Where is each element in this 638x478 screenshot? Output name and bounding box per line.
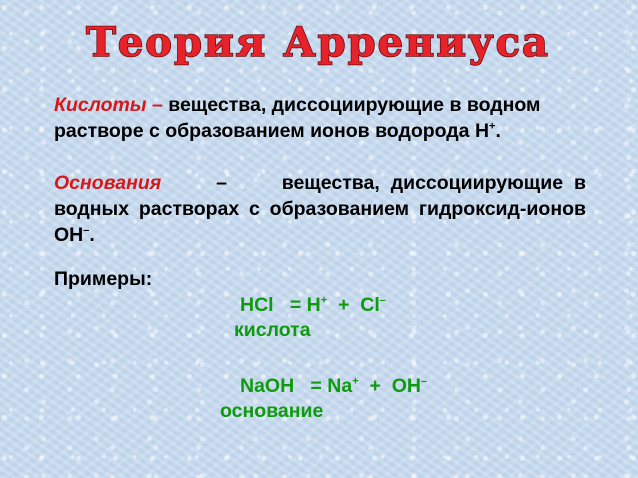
equation-hcl-lhs: HCl = (240, 294, 307, 316)
equation-naoh-lhs: NaOH = (240, 375, 328, 397)
equation-hcl-label: кислота (234, 319, 311, 341)
bases-term: Основания (54, 172, 162, 194)
equation-naoh-product2: OH (391, 375, 421, 397)
equation-naoh-charge2: – (420, 375, 428, 388)
equation-naoh-product1: Na (327, 375, 353, 397)
equation-hcl-charge1: + (320, 294, 328, 307)
bases-end: . (89, 224, 95, 246)
equation-hcl-product2: Cl (360, 294, 380, 316)
equation-hcl (240, 294, 386, 317)
equation-naoh-label: основание (220, 400, 324, 422)
slide-title: Теория Аррениуса (86, 19, 550, 66)
equation-naoh (240, 375, 427, 398)
acids-ion-charge: + (489, 120, 496, 133)
acids-definition-text: вещества, диссоциирующие в водном растворе с образованием ионов водорода Н (54, 94, 541, 142)
acids-term: Кислоты (54, 94, 147, 116)
bases-dash: – (216, 172, 227, 194)
equation-hcl-product1: H (306, 294, 321, 316)
acids-end: . (495, 120, 501, 142)
examples-label: Примеры: (54, 268, 153, 290)
bases-ion-charge: – (83, 224, 90, 237)
equation-naoh-plus: + (358, 375, 392, 397)
equation-hcl-plus: + (327, 294, 361, 316)
equation-hcl-charge2: – (379, 294, 386, 307)
equation-naoh-charge1: + (352, 375, 359, 388)
bases-definition (54, 170, 586, 248)
acids-definition (54, 92, 586, 144)
title-wordart (0, 0, 638, 78)
acids-dash: – (151, 94, 163, 116)
bases-definition-text: вещества, диссоциирующие в водных растворах с образованием гидроксид-ионов ОН (54, 172, 587, 246)
